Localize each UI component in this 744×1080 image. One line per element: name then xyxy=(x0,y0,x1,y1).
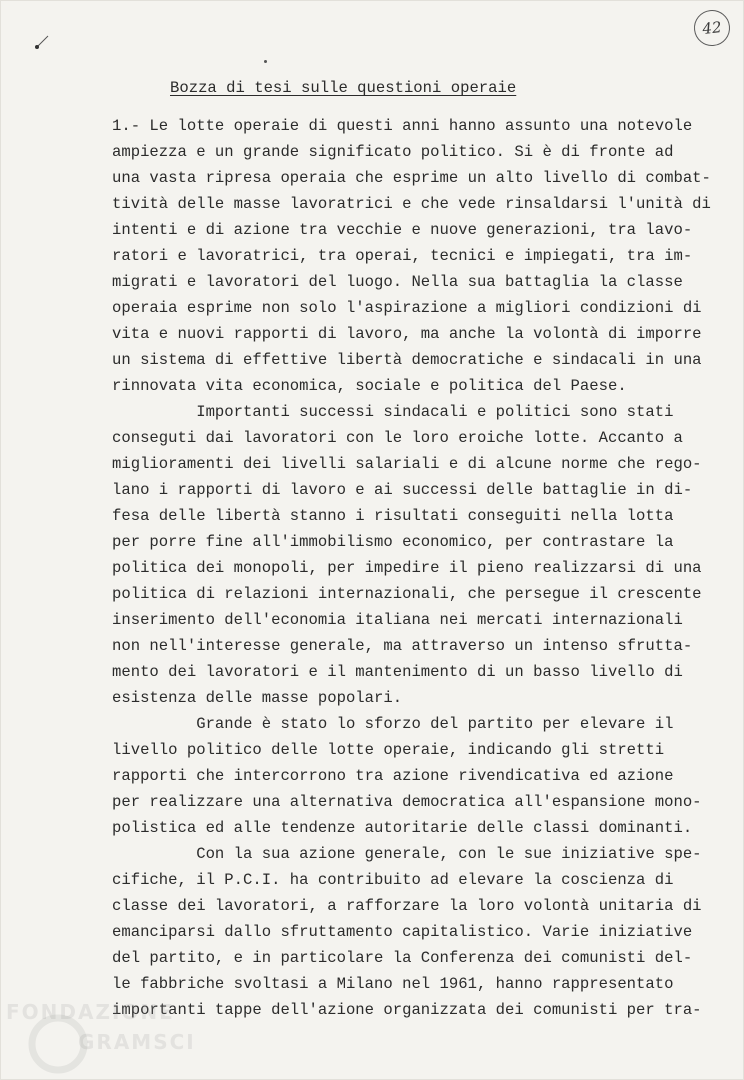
text-line: importanti tappe dell'azione organizzata dei comunisti per tra- xyxy=(112,1001,702,1019)
text-line: miglioramenti dei livelli salariali e di alcune norme che rego- xyxy=(112,455,702,473)
text-line: non nell'interesse generale, ma attraverso un intenso sfrutta- xyxy=(112,637,693,655)
text-line: rapporti che intercorrono tra azione rivendicativa ed azione xyxy=(112,767,674,785)
text-line: rinnovata vita economica, sociale e politica del Paese. xyxy=(112,377,627,395)
text-line: emanciparsi dallo sfruttamento capitalistico. Varie iniziative xyxy=(112,923,693,941)
text-line: mento dei lavoratori e il mantenimento di un basso livello di xyxy=(112,663,683,681)
text-line: per porre fine all'immobilismo economico, per contrastare la xyxy=(112,533,674,551)
text-line: ratori e lavoratrici, tra operai, tecnici e impiegati, tra im- xyxy=(112,247,693,265)
text-line: livello politico delle lotte operaie, indicando gli stretti xyxy=(112,741,665,759)
text-line: del partito, e in particolare la Conferenza dei comunisti del- xyxy=(112,949,693,967)
text-line: un sistema di effettive libertà democratiche e sindacali in una xyxy=(112,351,702,369)
document-title: Bozza di tesi sulle questioni operaie xyxy=(170,79,517,97)
text-line: per realizzare una alternativa democratica all'espansione mono- xyxy=(112,793,702,811)
watermark-line-2: GRAMSCI xyxy=(78,1030,196,1054)
text-line: Con la sua azione generale, con le sue iniziative spe- xyxy=(112,845,702,863)
text-line: polistica ed alle tendenze autoritarie delle classi dominanti. xyxy=(112,819,693,837)
ink-dot xyxy=(264,60,267,63)
text-line: lano i rapporti di lavoro e ai successi delle battaglie in di- xyxy=(112,481,693,499)
text-line: migrati e lavoratori del luogo. Nella sua battaglia la classe xyxy=(112,273,683,291)
text-line: 1.- Le lotte operaie di questi anni hanno assunto una notevole xyxy=(112,117,693,135)
text-line: esistenza delle masse popolari. xyxy=(112,689,403,707)
text-line: conseguti dai lavoratori con le loro eroiche lotte. Accanto a xyxy=(112,429,683,447)
text-line: operaia esprime non solo l'aspirazione a migliori condizioni di xyxy=(112,299,702,317)
text-line: le fabbriche svoltasi a Milano nel 1961, hanno rappresentato xyxy=(112,975,674,993)
text-line: inserimento dell'economia italiana nei mercati internazionali xyxy=(112,611,683,629)
fondazione-gramsci-watermark xyxy=(4,996,204,1070)
text-line: politica di relazioni internazionali, che persegue il crescente xyxy=(112,585,702,603)
text-line: una vasta ripresa operaia che esprime un alto livello di combat- xyxy=(112,169,711,187)
pen-mark-icon xyxy=(30,30,54,54)
watermark-line-1: FONDAZIONE xyxy=(6,1000,175,1024)
page-number: 42 xyxy=(692,8,732,48)
text-line: vita e nuovi rapporti di lavoro, ma anche la volontà di imporre xyxy=(112,325,702,343)
text-line: fesa delle libertà stanno i risultati conseguiti nella lotta xyxy=(112,507,674,525)
text-line: tività delle masse lavoratrici e che vede rinsaldarsi l'unità di xyxy=(112,195,711,213)
text-line: Grande è stato lo sforzo del partito per elevare il xyxy=(112,715,674,733)
text-line: Importanti successi sindacali e politici sono stati xyxy=(112,403,674,421)
text-line: cifiche, il P.C.I. ha contribuito ad elevare la coscienza di xyxy=(112,871,674,889)
text-line: politica dei monopoli, per impedire il pieno realizzarsi di una xyxy=(112,559,702,577)
text-line: intenti e di azione tra vecchie e nuove generazioni, tra lavo- xyxy=(112,221,693,239)
text-line: ampiezza e un grande significato politico. Si è di fronte ad xyxy=(112,143,674,161)
text-line: classe dei lavoratori, a rafforzare la loro volontà unitaria di xyxy=(112,897,702,915)
